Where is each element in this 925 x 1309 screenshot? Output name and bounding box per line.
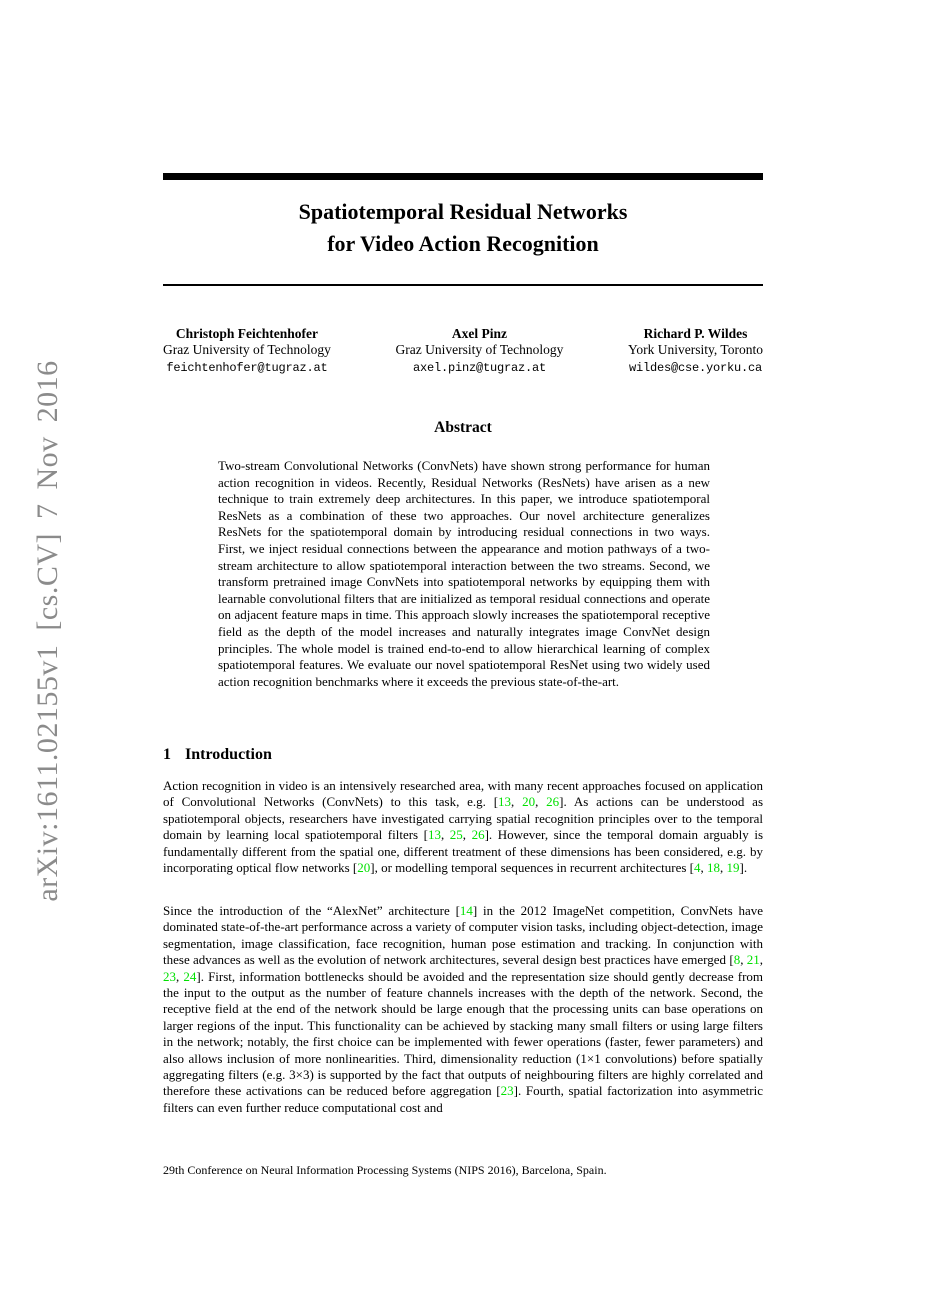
author-1 (163, 325, 331, 376)
author-email: feichtenhofer@tugraz.at (166, 361, 328, 375)
paragraph-text: , (759, 952, 763, 968)
paragraph-text: , (700, 860, 708, 876)
author-block (163, 325, 763, 376)
citation-link[interactable]: 18 (707, 860, 721, 876)
paragraph-text: , (176, 968, 184, 984)
paragraph-text: , (535, 794, 547, 810)
citation-link[interactable]: 14 (459, 903, 473, 918)
paragraph-text: ] in the 2012 ImageNet competition, ConvNets have dominated state-of-the-art performance across a variety of computer vision tasks, including object-detection, image segmentation, image classification, face recognition, human pose estimation and tracking. In conjunction with these advances as well as the evolution of network architectures, several design best practices have emerged [ (163, 903, 763, 968)
paper-content (163, 0, 763, 1309)
citation-link[interactable]: 26 (471, 827, 485, 843)
section-heading-introduction (163, 746, 272, 764)
author-affiliation: Graz University of Technology (163, 342, 331, 357)
author-affiliation: York University, Toronto (628, 342, 763, 357)
author-affiliation: Graz University of Technology (395, 342, 564, 357)
intro-paragraph-2 (163, 903, 763, 1116)
citation-link[interactable]: 25 (449, 827, 463, 843)
paragraph-text: , (440, 827, 450, 843)
paragraph-text: ]. Fourth, spatial factorization into asymmetric filters can even further reduce computational cost and (163, 1083, 763, 1115)
author-3 (628, 325, 763, 376)
author-name: Christoph Feichtenhofer (175, 326, 318, 341)
citation-link[interactable]: 13 (498, 794, 512, 810)
paragraph-text: ]. (739, 860, 748, 876)
citation-link[interactable]: 26 (546, 794, 560, 810)
thin-rule (163, 284, 763, 286)
section-number: 1 (163, 746, 171, 763)
citation-link[interactable]: 20 (522, 794, 536, 810)
citation-link[interactable]: 23 (163, 968, 176, 984)
citation-link[interactable]: 20 (357, 860, 371, 876)
citation-link[interactable]: 23 (500, 1083, 514, 1099)
paragraph-text: ]. First, information bottlenecks should be avoided and the representation size should gently decrease from the input to the output as the number of feature channels increases with the depth of the network. Second, the receptive field at the end of the network should be large enough that the processing units can base operations on larger regions of the input. This functionality can be achieved by stacking many small filters or using large filters in the network; notably, the first choice can be implemented with fewer operations (faster, fewer parameters) and also allows inclusion of more nonlinearities. Third, dimensionality reduction (1×1 convolutions) before spatially aggregating filters (e.g. 3×3) is supported by the fact that outputs of neighbouring filters are highly correlated and therefore these activations can be reduced before aggregation [ (163, 968, 764, 1099)
paragraph-text: ]. However, since the temporal domain arguably is fundamentally different from the spatial one, different treatment of these dimensions has been considered, e.g. by incorporating optical flow networks [ (163, 827, 764, 876)
author-name: Richard P. Wildes (643, 326, 748, 341)
paragraph-text: Since the introduction of the “AlexNet” architecture [ (163, 903, 460, 918)
author-name: Axel Pinz (451, 326, 508, 341)
section-title: Introduction (185, 746, 272, 763)
paragraph-text: ], or modelling temporal sequences in recurrent architectures [ (370, 860, 695, 876)
citation-link[interactable]: 8 (733, 952, 741, 968)
author-email: wildes@cse.yorku.ca (628, 361, 763, 375)
paragraph-text: Action recognition in video is an intensively researched area, with many recent approaches focused on application of Convolutional Networks (ConvNets) to this task, e.g. [ (163, 778, 763, 810)
paper-title (163, 196, 763, 260)
thick-rule (163, 173, 763, 180)
paragraph-text: ]. As actions can be understood as spatiotemporal objects, researchers have investigated carrying spatial recognition principles over to the temporal domain by learning local spatiotemporal filters [ (163, 794, 764, 843)
paragraph-text: , (720, 860, 727, 876)
author-email: axel.pinz@tugraz.at (412, 361, 546, 375)
author-2 (396, 325, 564, 376)
paragraph-text: , (462, 827, 472, 843)
paragraph-text: , (740, 952, 747, 968)
paragraph-text: , (511, 794, 523, 810)
abstract-text: Two-stream Convolutional Networks (ConvNets) have shown strong performance for human action recognition in videos. Recently, Residual Networks (ResNets) have arisen as a new technique to train extremely deep architectures. In this paper, we introduce spatiotemporal ResNets as a combination of these two approaches. Our novel architecture generalizes ResNets for the spatiotemporal domain by introducing residual connections in two ways. First, we inject residual connections between the appearance and motion pathways of a two-stream architecture to allow spatiotemporal interaction between the two streams. Second, we transform pretrained image ConvNets into spatiotemporal networks by equipping them with learnable convolutional filters that are initialized as temporal residual connections and operate on adjacent feature maps in time. This approach slowly increases the spatiotemporal receptive field as the depth of the model increases and naturally integrates image ConvNet design principles. The whole model is trained end-to-end to allow hierarchical learning of complex spatiotemporal features. We evaluate our novel spatiotemporal ResNet using two widely used action recognition benchmarks where it exceeds the previous state-of-the-art. (218, 458, 710, 689)
citation-link[interactable]: 4 (694, 860, 701, 876)
citation-link[interactable]: 19 (726, 860, 740, 876)
intro-paragraph-1 (163, 778, 763, 876)
title-line-1: Spatiotemporal Residual Networks (298, 199, 628, 224)
citation-link[interactable]: 13 (427, 827, 441, 843)
conference-footnote: 29th Conference on Neural Information Processing Systems (NIPS 2016), Barcelona, Spain. (163, 1163, 607, 1177)
title-line-2: for Video Action Recognition (327, 231, 599, 256)
arxiv-watermark: arXiv:1611.02155v1 [cs.CV] 7 Nov 2016 (31, 360, 64, 902)
abstract-heading: Abstract (434, 419, 492, 436)
citation-link[interactable]: 21 (746, 952, 760, 968)
citation-link[interactable]: 24 (183, 968, 197, 984)
